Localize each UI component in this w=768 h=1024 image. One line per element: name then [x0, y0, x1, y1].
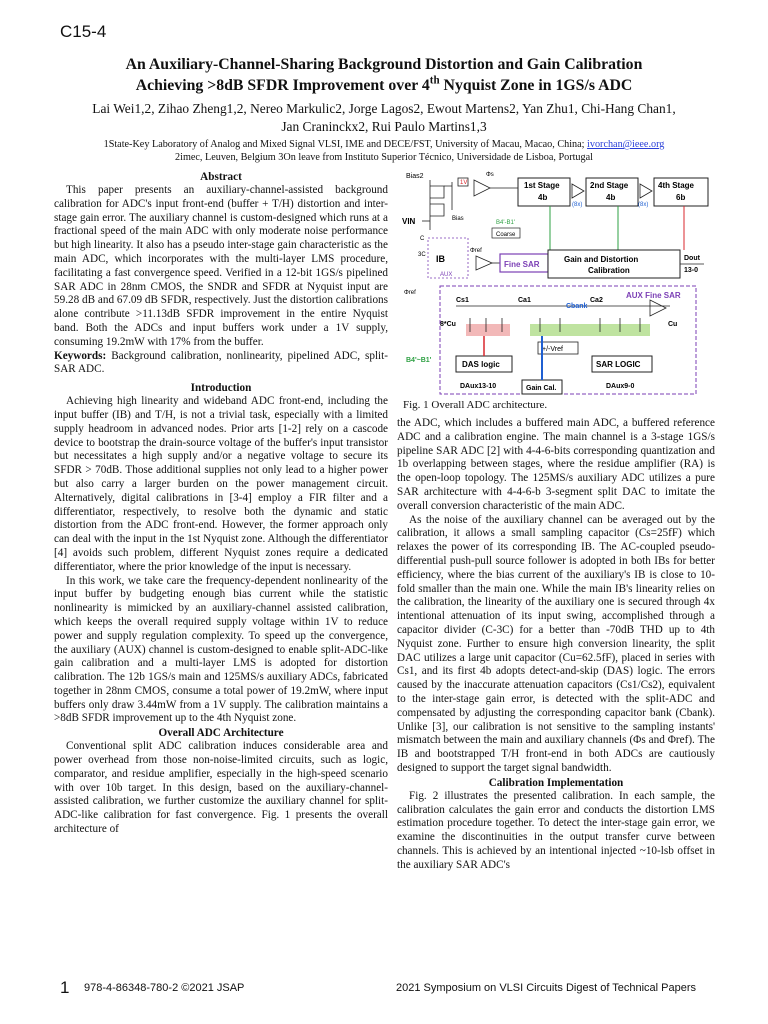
keywords: Keywords: Background calibration, nonlinearity, pipelined ADC, split-SAR ADC.	[54, 349, 388, 376]
email-link[interactable]: ivorchan@ieee.org	[587, 139, 665, 150]
figure-caption: Fig. 1 Overall ADC architecture.	[403, 399, 548, 411]
fine-sar-label: Fine SAR	[504, 260, 540, 269]
authors-line-2: Jan Craninckx2, Rui Paulo Martins1,3	[281, 119, 487, 134]
ca2-label: Ca2	[590, 297, 603, 304]
affiliation-line-2: 2imec, Leuven, Belgium 3On leave from Instituto Superior Técnico, Universidade de Lisboa, Portugal	[175, 152, 593, 163]
abstract-text: This paper presents an auxiliary-channel-assisted background calibration for ADC's input front-end (buffer + T/H) distortion and inter-stage gain error. The auxiliary channel is custom-designed which runs at a fractional speed of the main ADC with only moderate noise performance but high linearity. It also has a pseudo inter-stage gain characteristic as the main ADC, which incorporates with the multi-layer LMS procedure, facilitating a fast convergence speed. Verified in a 12-bit 1GS/s pipelined SAR ADC in 28nm CMOS, the SNDR and SFDR at Nyquist input are 59.28 dB and 67.09 dB SFDR, respectively. Just the distortion calibrations alone contribute >11.13dB SFDR improvement in the entire Nyquist band. Both the ADCs and input buffers work under a 1V supply, consuming 19.2mW with 17% from the buffer.	[54, 184, 388, 348]
stage4-label: 4th Stage	[658, 181, 695, 190]
lsb-cap-array	[530, 324, 650, 336]
calibration-paragraph-1: Fig. 2 illustrates the presented calibration. In each sample, the calibration calculates the gain error and conducts the distortion LMS estimation procedure together. To detect the inter-stage gain error, we examine the discontinuities in the output transfer curve between channels. This is achieved by an intentional injected ~10-lsb offset in the auxiliary SAR ADC's	[397, 789, 715, 871]
page-number: 1	[60, 978, 70, 997]
daux-low-label: DAux9-0	[606, 383, 635, 390]
right-column	[397, 417, 715, 873]
buffer-amp-icon	[474, 180, 490, 196]
paper-code: C15-4	[60, 22, 107, 41]
footer-venue: 2021 Symposium on VLSI Circuits Digest of Technical Papers	[396, 982, 696, 994]
stage4-bits: 6b	[676, 193, 686, 202]
aux-buffer-amp-icon	[476, 256, 492, 270]
ra2-icon	[640, 184, 652, 198]
stage2-label: 2nd Stage	[590, 181, 629, 190]
comparator-icon	[650, 300, 666, 316]
architecture-paragraph-1-cont: the ADC, which includes a buffered main ADC, a buffered reference ADC and a calibration engine. The main channel is a 3-stage 1GS/s pipeline SAR ADC [2] with 4-4-6-bits corresponding quantization and 1b overlapping between stages, where the residue amplifier (RA) is the open-loop topology. The 125MS/s auxiliary ADC utilizes a pure SAR architecture with 4-4-6-b 3-segment split DAC to imitate the overall conversion characteristic of the main ADC.	[397, 417, 715, 512]
phi-ref-label-2: Φref	[404, 290, 416, 296]
cap-3c-label: 3C	[418, 252, 426, 258]
left-column	[54, 170, 388, 837]
stage1-label: 1st Stage	[524, 181, 560, 190]
vref-label: +/-Vref	[542, 346, 563, 353]
cap-c-label: C	[420, 236, 425, 242]
phi-ref-label: Φref	[470, 248, 482, 254]
sar-logic-label: SAR LOGIC	[596, 360, 641, 369]
architecture-paragraph-2: As the noise of the auxiliary channel can be averaged out by the calibration, it allows a small sampling capacitor (Cs=25fF) which relaxes the power of its corresponding IB. The AC-coupled pseudo-differential push-pull source follower is adopted in both IBs for better efficiency, where the bias current of the auxiliary's IB is close to 10-fold smaller than the main one. While the main IB's linearity relies on the calibration, the linearity of the auxiliary one is secured through 4x intentional attenuation of its input swing, accomplished through a capacitor divider (C-3C) for a better than -70dB THD up to 4th Nyquist zone. Further to ensure high conversion linearity, the split DAC utilizes a large unit capacitor (Cu=62.5fF), placed in series with Cs1, and its first 4b adopts detect-and-skip (DAS) logic. The errors caused by the inaccurate attenuation capacitors (Cs1/Cs2), equivalent to the inter-stage gain error, is detected with the split-ADC and compensated by adjusting the corresponding capacitor bank (Cbank). Unlike [3], our calibration is not sensitive to the sampling instants' mismatch between the main and auxiliary channels (Φs and Φref). The IB and bootstrapped T/H front-end in both ADCs are cautiously designed to support the target signal bandwidth.	[397, 513, 715, 774]
adc-architecture-figure	[400, 166, 712, 398]
bias-label: Bias	[452, 216, 464, 222]
aux-fine-sar-label: AUX Fine SAR	[626, 291, 681, 300]
ra1-gain: (8x)	[572, 202, 583, 208]
gain-cal-label: Gain Cal.	[526, 385, 557, 392]
abstract-heading: Abstract	[200, 171, 242, 183]
dout-bits-label: 13-0	[684, 267, 699, 274]
calibration-label-1: Gain and Distortion	[564, 255, 639, 264]
cbank-label: Cbank	[566, 303, 588, 310]
msb-cap-array	[466, 324, 510, 336]
bias2-label: Bias2	[406, 173, 424, 180]
ra1-icon	[572, 184, 584, 198]
cu8-label: 8*Cu	[440, 321, 456, 328]
stage1-bits: 4b	[538, 193, 548, 202]
phi-s-label: Φs	[486, 172, 494, 178]
introduction-heading: Introduction	[190, 382, 252, 395]
cu-label: Cu	[668, 321, 678, 328]
daux-high-label: DAux13-10	[460, 383, 497, 390]
intro-paragraph-2: In this work, we take care the frequency-dependent nonlinearity of the input buffer by budgeting enough bias current while the statistic nonlinearity is mimicked by an auxiliary-channel assisted calibration, which keeps the overall required supply voltage within 1V to reduce power and supply regulation complexity. To speed up the convergence, the auxiliary (AUX) channel is custom-designed to enable split-ADC-like gain calibration and a multi-layer LMS is adopted for distortion calibration. The 12b 1GS/s main and 125MS/s auxiliary ADCs, fabricated together in 28nm CMOS, consume a total power of 19.2mW, where input buffers only draw 3.44mW from a 1V supply. The calibration maintains a >8dB SFDR improvement up to the 4th Nyquist zone.	[54, 574, 388, 725]
b4b1-top-label: B4'-B1'	[496, 220, 515, 226]
coarse-label: Coarse	[496, 232, 516, 238]
ca1-label: Ca1	[518, 297, 531, 304]
ib-label: IB	[436, 254, 445, 264]
paper-title	[40, 54, 728, 96]
aux-label: AUX	[440, 272, 453, 278]
architecture-paragraph-1: Conventional split ADC calibration induces considerable area and power overhead from those non-noise-limited circuits, such as logic, comparator, and residue amplifier, especially in the high-speed scenario with over 10b target. In this design, based on the auxiliary-channel-assisted calibration, we further customize the auxiliary channel for split-ADC-like calibration for fast convergence. Fig. 1 presents the overall architecture of	[54, 740, 388, 836]
calibration-label-2: Calibration	[588, 266, 630, 275]
das-logic-label: DAS logic	[462, 360, 500, 369]
author-list	[40, 100, 728, 136]
architecture-heading: Overall ADC Architecture	[158, 727, 284, 740]
calibration-heading: Calibration Implementation	[488, 776, 624, 789]
dout-label: Dout	[684, 255, 700, 262]
title-line-1: An Auxiliary-Channel-Sharing Background Distortion and Gain Calibration	[125, 56, 643, 73]
cs1-label: Cs1	[456, 297, 469, 304]
supply-1v-label: 1V	[460, 180, 468, 186]
affiliations	[30, 138, 738, 164]
ra2-gain: (8x)	[638, 202, 649, 208]
affiliation-line-1: 1State-Key Laboratory of Analog and Mixed Signal VLSI, IME and DECE/FST, University of Macau, Macao, China; ivorchan@ieee.org	[103, 139, 665, 150]
vin-label: VIN	[402, 217, 416, 226]
b4b1-bottom-label: B4'~B1'	[406, 357, 432, 364]
footer-isbn: 978-4-86348-780-2 ©2021 JSAP	[84, 982, 245, 994]
authors-line-1: Lai Wei1,2, Zihao Zheng1,2, Nereo Markulic2, Jorge Lagos2, Ewout Martens2, Yan Zhu1, Chi-Hang Chan1,	[92, 101, 676, 116]
stage2-bits: 4b	[606, 193, 616, 202]
title-line-2: Achieving >8dB SFDR Improvement over 4th Nyquist Zone in 1GS/s ADC	[135, 74, 633, 94]
intro-paragraph-1: Achieving high linearity and wideband ADC front-end, including the input buffer (IB) and T/H, is not a trivial task, especially with a limited supply headroom in advanced nodes. Prior arts [1-2] rely on a cascode device to bootstrap the drain-source voltage of the buffer's input transistor but necessitates a high supply and/or a negative voltage to secure its SFDR > 70dB. Those additional supplies not only lead to a higher power but also carry a larger burden on the power management circuit. Alternatively, digital calibrations in [3-4] employ a FIR filter and a differentiator, respectively, to resolve both the dynamic and static distortion from the ADC front-end. However, the former approach only can deal with the input in the 1st Nyquist zone. Although the differentiator [4] avoids such problem, different Nyquist zones require a dedicated differentiator, where the prior knowledge of the input is necessary.	[54, 395, 388, 573]
